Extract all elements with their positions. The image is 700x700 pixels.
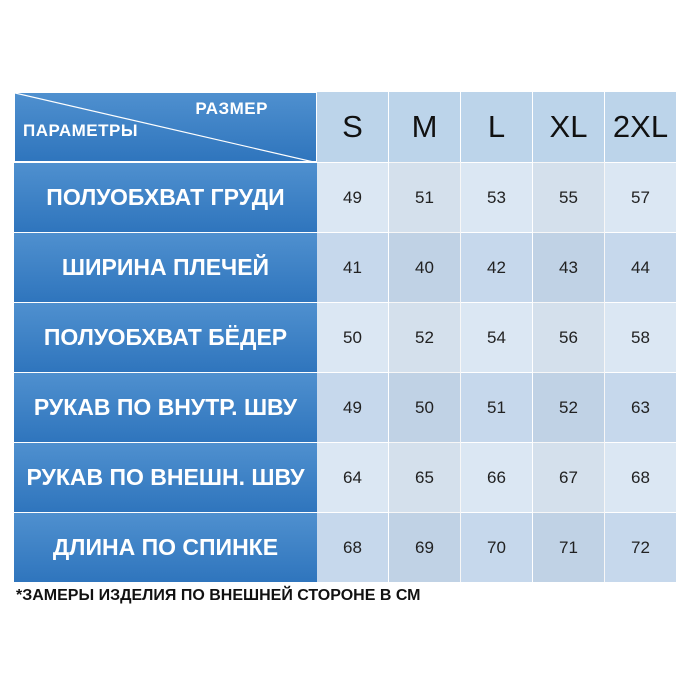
parameters-header-label: ПАРАМЕТРЫ [23, 121, 138, 140]
table-cell: 67 [533, 442, 605, 512]
measurement-footnote: *ЗАМЕРЫ ИЗДЕЛИЯ ПО ВНЕШНЕЙ СТОРОНЕ В СМ [16, 587, 421, 604]
row-label: ДЛИНА ПО СПИНКЕ [14, 512, 317, 582]
table-cell: 68 [317, 512, 389, 582]
table-cell: 72 [605, 512, 677, 582]
size-l-header: L [461, 92, 533, 162]
table-row [14, 162, 677, 232]
table-cell: 52 [533, 372, 605, 442]
table-cell: 57 [605, 162, 677, 232]
row-label: ПОЛУОБХВАТ БЁДЕР [14, 302, 317, 372]
table-cell: 50 [317, 302, 389, 372]
size-header-label: РАЗМЕР [195, 99, 268, 118]
table-row [14, 232, 677, 302]
table-row [14, 442, 677, 512]
size-chart-table [14, 92, 677, 582]
size-s-header: S [317, 92, 389, 162]
row-label: РУКАВ ПО ВНУТР. ШВУ [14, 372, 317, 442]
table-cell: 49 [317, 372, 389, 442]
size-m-header: M [389, 92, 461, 162]
table-cell: 52 [389, 302, 461, 372]
table-cell: 51 [389, 162, 461, 232]
table-cell: 49 [317, 162, 389, 232]
table-cell: 66 [461, 442, 533, 512]
table-cell: 64 [317, 442, 389, 512]
row-label: ШИРИНА ПЛЕЧЕЙ [14, 232, 317, 302]
corner-header-cell [14, 92, 317, 162]
table-row [14, 512, 677, 582]
table-cell: 69 [389, 512, 461, 582]
table-cell: 58 [605, 302, 677, 372]
table-cell: 54 [461, 302, 533, 372]
table-cell: 71 [533, 512, 605, 582]
table-row [14, 372, 677, 442]
table-cell: 50 [389, 372, 461, 442]
row-label: РУКАВ ПО ВНЕШН. ШВУ [14, 442, 317, 512]
size-xl-header: XL [533, 92, 605, 162]
table-cell: 68 [605, 442, 677, 512]
table-cell: 63 [605, 372, 677, 442]
table-cell: 40 [389, 232, 461, 302]
table-cell: 65 [389, 442, 461, 512]
table-cell: 44 [605, 232, 677, 302]
table-cell: 43 [533, 232, 605, 302]
table-cell: 56 [533, 302, 605, 372]
header-row [14, 92, 677, 162]
table-cell: 55 [533, 162, 605, 232]
table-cell: 41 [317, 232, 389, 302]
row-label: ПОЛУОБХВАТ ГРУДИ [14, 162, 317, 232]
table-cell: 51 [461, 372, 533, 442]
table-cell: 53 [461, 162, 533, 232]
table-cell: 42 [461, 232, 533, 302]
size-2xl-header: 2XL [605, 92, 677, 162]
table-row [14, 302, 677, 372]
table-cell: 70 [461, 512, 533, 582]
